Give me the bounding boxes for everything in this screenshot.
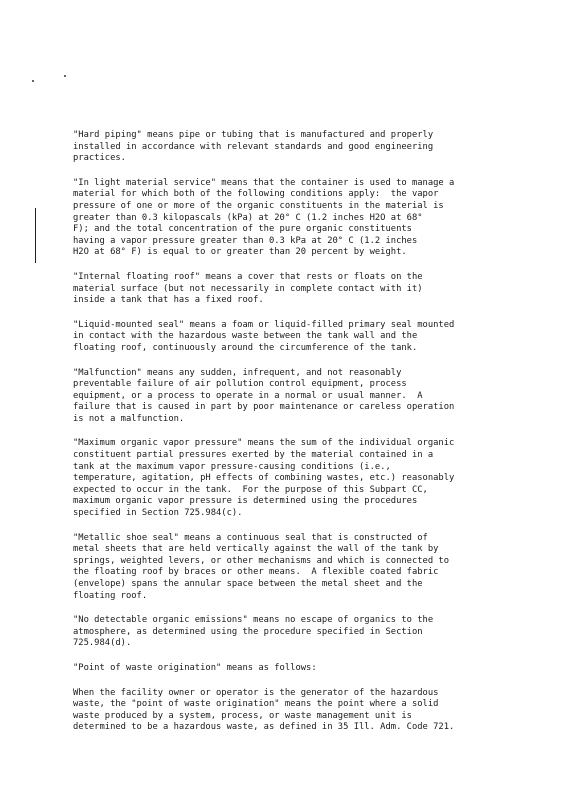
definition-point-of-waste-origination: "Point of waste origination" means as follows:	[73, 662, 317, 673]
definition-malfunction: "Malfunction" means any sudden, infrequent, and not reasonably preventable failure of air pollution control equipment, process equipment, or a process to operate in a normal or usual manner. A failure that is caused in part by poor maintenance or careless operation is not a malfunction.	[73, 367, 455, 424]
definition-internal-floating-roof: "Internal floating roof" means a cover that rests or floats on the material surface (but not necessarily in complete contact with it) inside a tank that has a fixed roof.	[73, 271, 423, 306]
definition-metallic-shoe-seal: "Metallic shoe seal" means a continuous seal that is constructed of metal sheets that are held vertically against the wall of the tank by springs, weighted levers, or other mechanisms and which is connected to the floating roof by braces or other means. A flexible coated fabric (envelope) spans the annular space between the metal sheet and the floating roof.	[73, 532, 450, 601]
document-body	[73, 130, 513, 747]
definition-maximum-organic-vapor-pressure: "Maximum organic vapor pressure" means the sum of the individual organic constituent partial pressures exerted by the material contained in a tank at the maximum vapor pressure-causing conditions (i.e., temperature, agitation, pH effects of combining wastes, etc.) reasonably expected to occur in the tank. For the purpose of this Subpart CC, maximum organic vapor pressure is determined using the procedures specified in Section 725.984(c).	[73, 438, 455, 519]
point-of-waste-origination-generator: When the facility owner or operator is the generator of the hazardous waste, the "point of waste origination" means the point where a solid waste produced by a system, process, or waste management unit is determined to be a hazardous waste, as defined in 35 Ill. Adm. Code 721.	[73, 687, 455, 733]
definition-no-detectable-organic-emissions: "No detectable organic emissions" means no escape of organics to the atmosphere, as determined using the procedure specified in Section 725.984(d).	[73, 615, 434, 649]
scan-speck	[64, 75, 66, 77]
definition-light-material-service: "In light material service" means that the container is used to manage a material for which both of the following conditions apply: the vapor pressure of one or more of the organic constituents in the material is greater than 0.3 kilopascals (kPa) at 20° C (1.2 inches H2O at 68° F); and the total concentration of the pure organic constituents having a vapor pressure greater than 0.3 kPa at 20° C (1.2 inches H2O at 68° F) is equal to or greater than 20 percent by weight.	[73, 177, 455, 258]
definition-liquid-mounted-seal: "Liquid-mounted seal" means a foam or liquid-filled primary seal mounted in contact with the hazardous waste between the tank wall and the floating roof, continuously around the circumference of the tank.	[73, 319, 455, 353]
definition-hard-piping: "Hard piping" means pipe or tubing that is manufactured and properly installed in accordance with relevant standards and good engineering practices.	[73, 130, 434, 164]
scan-speck	[32, 80, 34, 82]
change-bar	[35, 208, 36, 263]
